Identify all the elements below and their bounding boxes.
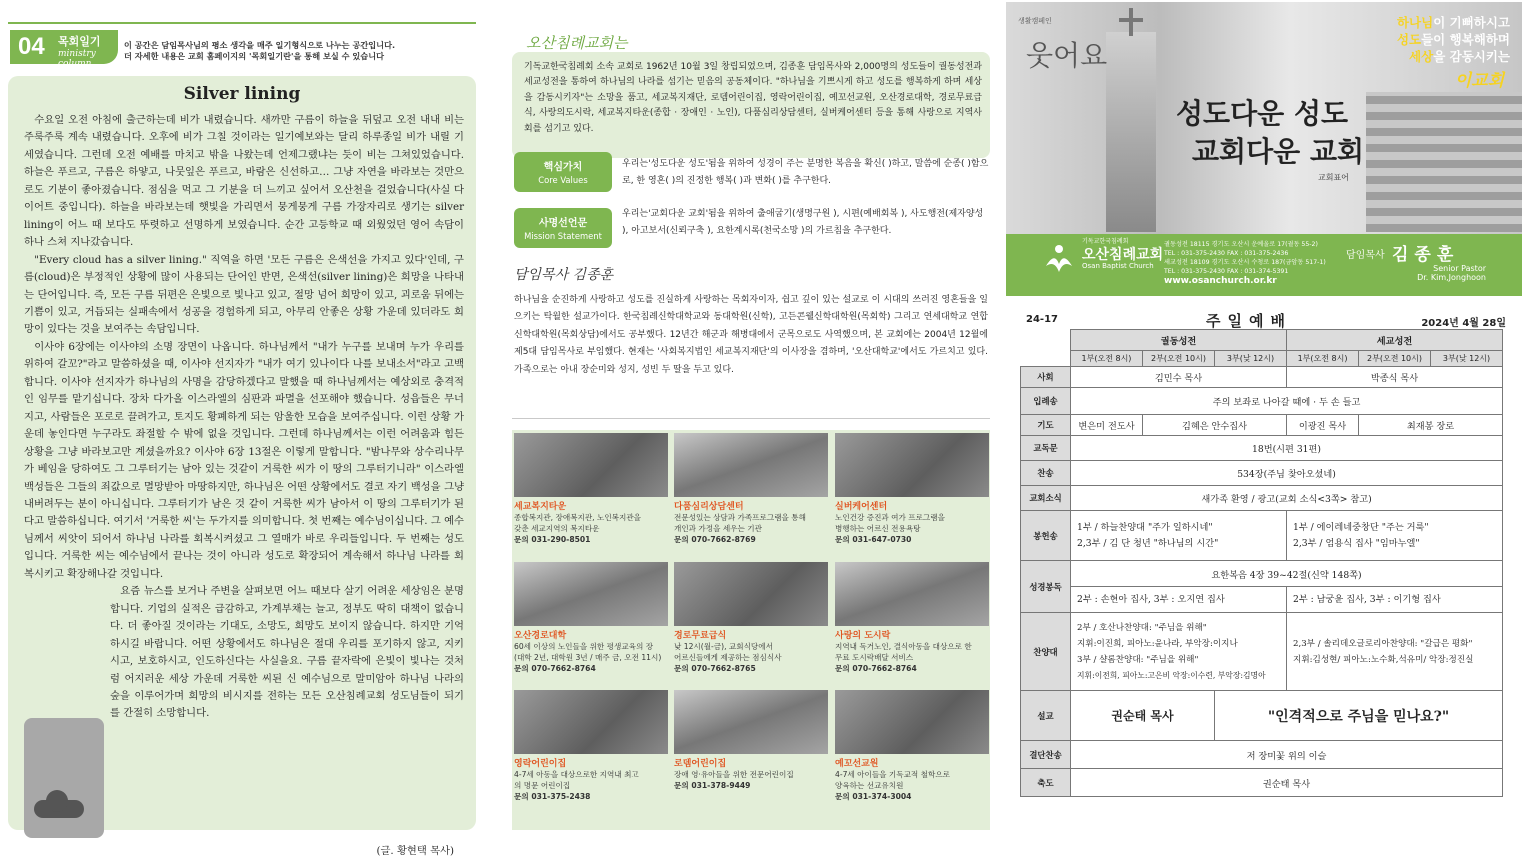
- cross-tower: [1106, 32, 1156, 232]
- essay-paragraph: "Every cloud has a silver lining." 직역을 하면 '모든 구름은 은색선을 가지고 있다'인데, 구름(cloud)은 부정적인 상황에 많이 사용되는 단어인 반면, 은색선(silver lining)은 희망을 나타내는 단어입니다. 즉, 모든 구름 뒤편은 은빛으로 빛나고 있고, 절망 넘어 희망이 있고, 괴로움 뒤에는 기쁨이 있고, 거듭되는 실패속에서 성공을 경험하게 되고, 아무리 안좋은 상황 가운데 있더라도 희망이 있다는 것을 보여주는 속담입니다.: [24, 253, 464, 336]
- cloud-icon: [34, 800, 84, 818]
- table-row: 사회 김민수 목사 박종식 목사: [1021, 367, 1503, 388]
- section-description: 이 공간은 담임목사님의 평소 생각을 매주 일기형식으로 나누는 공간입니다. 더 자세한 내용은 교회 홈페이지의 '목회일기란'을 통해 보실 수 있습니다: [124, 40, 396, 61]
- section-title: 목회일기: [58, 35, 101, 48]
- worship-order-table: [1020, 329, 1503, 797]
- pastor-bio: 하나님을 순진하게 사랑하고 성도를 진실하게 사랑하는 목회자이자, 쉽고 깊이 있는 설교로 이 시대의 쓰러진 영혼들을 일으키는 탁월한 설교가이다. 한국침례신학대학교와 동대학원(신학), 고든콘웰신학대학원(목회학) 그리고 연세대학교 연합신학대학원(목회상담)에서도 공부했다. 12년간 해군과 해병대에서 군목으로도 사역했으며, 본 교회에는 2004년 12월에 제5대 담임목사로 부임했다. 현재는 '사회복지법인 세교복지재단'의 이사장을 겸하며, '오산대학교'에서도 가르치고 있다. 가족으로는 아내 장순미와 성지, 성빈 두 딸을 두고 있다.: [514, 295, 988, 375]
- church-website: www.osanchurch.or.kr: [1164, 276, 1277, 286]
- pastor-label: 담임목사: [1346, 250, 1385, 261]
- facility-card: 실버케어센터 노인건강 증진과 여가 프로그램을 병행하는 어르신 전용욕탕 문의 031-647-0730: [835, 433, 989, 545]
- facility-card: 영락어린이집 4-7세 아동을 대상으로한 지역내 최고 의 명문 어린이집 문의 031-375-2438: [514, 690, 668, 802]
- essay-title: Silver lining: [183, 84, 301, 104]
- facility-card: 다품심리상담센터 전문성있는 상담과 가족프로그램을 통해 개인과 가정을 세우는 기관 문의 070-7662-8769: [674, 433, 828, 545]
- table-row: 설교 권순태 목사 "인격적으로 주님을 믿나요?": [1021, 691, 1503, 741]
- table-row: 입례송 주의 보좌로 나아갈 때에 · 두 손 들고: [1021, 388, 1503, 415]
- essay-paragraph: 수요일 오전 아침에 출근하는데 비가 내렸습니다. 새까만 구름이 하늘을 뒤덮고 오전 내내 비는 주룩주룩 계속 내렸습니다. 오후에 비가 그칠 것이라는 일기예보와는 달리 하루종일 비가 내릴 기세였습니다. 그런데 오전 예배를 마치고 밖을 나왔는데 언제그랬냐는 듯이 비는 그쳐있었습니다. 하늘은 푸르고, 구름은 하얗고, 나뭇잎은 푸르고, 바람은 신선하고… 그냥 자연을 바라보는 것만으로도 기분이 좋아졌습니다. 점심을 먹고 그 기분을 더 느끼고 싶어서 오산천을 걸었습니다(사실 다이어트 중입니다). 하늘을 바라보는데 햇빛을 가리면서 뭉게뭉게 구름 가장자리로 생기는 silver lining이 어느 때 보다도 뚜렷하고 선명하게 보였습니다. 순간 고등학교 때 외웠었던 영어 속담이 하나 스쳐 지나갔습니다.: [24, 114, 464, 249]
- facility-card: 예꼬선교원 4-7세 아이들을 기독교적 철학으로 양육하는 선교유치원 문의 031-374-3004: [835, 690, 989, 802]
- service-date: 2024년 4월 28일: [1421, 318, 1506, 329]
- church-intro-column: [512, 22, 990, 830]
- motto-line-2: 교회다운 교회: [1192, 135, 1365, 168]
- facility-card: 사랑의 도시락 지역내 독거노인, 결식아동을 대상으로 한 무료 도시락배달 서비스 문의 070-7662-8764: [835, 562, 989, 674]
- service-title: 주일예배: [1206, 312, 1292, 330]
- issue-number: 24-17: [1026, 314, 1058, 325]
- table-row: 봉헌송 1부 / 하늘찬양대 "주가 일하시네" 2,3부 / 김 단 청년 "하나님의 시간" 1부 / 에이레네중창단 "주는 거룩" 2,3부 / 엄용식 집사 "임마누엘": [1021, 511, 1503, 561]
- facility-photo: [674, 433, 828, 497]
- service-header: [1020, 310, 1506, 330]
- core-values-pill: 핵심가치 Core Values: [514, 152, 612, 192]
- facility-photo: [514, 690, 668, 754]
- table-row: 결단찬송 저 장미꽃 위의 이슬: [1021, 741, 1503, 769]
- essay-box: [8, 76, 476, 857]
- church-intro-box: [512, 52, 990, 158]
- facility-grid: [512, 430, 990, 830]
- table-row: 궐동성전 세교성전: [1021, 330, 1503, 351]
- church-intro-title: 오산침례교회는: [526, 34, 628, 52]
- pastor-title: 담임목사 김종훈: [514, 267, 614, 283]
- essay-body: [24, 112, 464, 723]
- cover-banner: [1006, 2, 1522, 296]
- motto-caption: 교회표어: [1318, 173, 1349, 182]
- facility-photo: [514, 562, 668, 626]
- church-address: 궐동성전 18115 경기도 오산시 운예울로 17(궐동 55-2) TEL : 031-375-2430 FAX : 031-375-2436 세교성전 18109 경기도 오산시 수청로 187(금암동 517-1) TEL : 031-375-2430 FAX : 031-374-5391: [1164, 241, 1326, 275]
- table-row: 축도 권순태 목사: [1021, 769, 1503, 797]
- section-badge: [10, 30, 118, 69]
- table-row: 1부(오전 8시) 2부(오전 10시) 3부(낮 12시) 1부(오전 8시) 2부(오전 10시) 3부(낮 12시): [1021, 351, 1503, 367]
- church-name: 오산침례교회: [1082, 247, 1164, 263]
- section-subtitle: ministry column: [58, 49, 96, 69]
- campaign-label: 생활캠페인: [1018, 17, 1052, 25]
- column-header: [8, 22, 476, 68]
- brand-mark: 이교회: [1454, 71, 1504, 91]
- facility-photo: [835, 562, 989, 626]
- essay-paragraph: 이사야 6장에는 이사야의 소명 장면이 나옵니다. 하나님께서 "내가 누구를 보내며 누가 우리를 위하여 갈꼬?"라고 말씀하셨을 때, 이사야 선지자가 "내가 여기 있나이다 나를 보내소서"라고 고백합니다. 이사야 선지자가 하나님의 사명을 감당하겠다고 말했을 때 하나님께서는 예상외로 충격적인 임무를 맡기십니다. 장차 다가올 이스라엘의 심판과 파멸을 선포해야 했습니다. 성읍들은 무너지고, 사람들은 포로로 끌려가고, 토지도 황폐하게 되는 암울한 모습을 보여주십니다. 이런 상황 가운데 놓인다면 누구라도 좌절할 수 밖에 없을 것입니다. 그런데 하나님께서는 이런 어려움과 힘든 상황을 그냥 바라보고만 계셨을까요? 이사야 6장 13절은 이렇게 말합니다. "밤나무와 상수리나무가 베임을 당하여도 그 그루터기는 남아 있는 것같이 거룩한 씨가 이 땅의 그루터기니라" 이스라엘 백성들은 그들의 죄값으로 멸망받아 마땅하지만, 하나님은 어떤 상황에서도 결코 자기 백성을 그냥 내버려두는 분이 아니십니다. 그루터기가 남은 것 같이 거룩한 씨가 남아서 이 땅의 그루터기가 된다고 말씀하십니다. 여기서 '거룩한 씨'는 두가지를 의미합니다. 첫 번째는 예수님이십니다. 그 예수님께서 씨앗이 되어서 하나님 나라를 회복시켜셨고 그 열매가 바로 우리들입니다. 두 번째는 성도입니다. 거룩한 씨는 예수님에서 끝나는 것이 아니라 성도로 확장되어 계속해서 하나님 나라를 회복시키고 확장해나갈 것입니다.: [24, 340, 464, 580]
- facility-card: 세교복지타운 종합복지관, 장애복지관, 노인복지관을 갖춘 세교지역의 복지타운 문의 031-290-8501: [514, 433, 668, 545]
- table-row: 찬송 534장(주님 찾아오셨네): [1021, 461, 1503, 486]
- mission-pill: 사명선언문 Mission Statement: [514, 208, 612, 248]
- bulletin-cover: [1006, 2, 1522, 837]
- smile-calligraphy: 웃어요: [1026, 39, 1108, 72]
- facility-photo: [674, 562, 828, 626]
- church-slogan: 하나님이 기뻐하시고 성도들이 행복해하며 세상을 감동시키는: [1396, 15, 1510, 64]
- core-values-text: 우리는'성도다운 성도'됨을 위하여 성경이 주는 분명한 복음을 확신( )하고, 말씀에 순종( )함으로, 한 영혼( )의 진정한 행복( )과 변화( )를 추구한다.: [622, 159, 989, 186]
- denomination-label: 기독교한국침례회: [1082, 238, 1129, 245]
- table-row: 교독문 18번(시편 31편): [1021, 436, 1503, 461]
- facility-card: 로뎀어린이집 장애 영·유아들을 위한 전문어린이집 문의 031-378-9449: [674, 690, 828, 791]
- church-logo-icon: [1042, 242, 1076, 276]
- apartment-building: [1366, 92, 1522, 232]
- table-row: 기도 변은미 전도사 김혜은 안수집사 이광진 목사 최재봉 장로: [1021, 415, 1503, 436]
- cloud-photo: [24, 718, 104, 838]
- table-row: 성경봉독 요한복음 4장 39~42절(신약 148쪽): [1021, 561, 1503, 587]
- facility-photo: [835, 690, 989, 754]
- essay-paragraph: 요즘 뉴스를 보거나 주변을 살펴보면 어느 때보다 살기 어려운 세상임은 분명합니다. 기업의 실적은 급감하고, 가계부채는 늘고, 정부도 딱히 대책이 없습니다. 더 좋아질 것이라는 기대도, 소망도, 희망도 보이지 않습니다. 하지만 기억하시길 바랍니다. 어떤 상황에서도 하나님은 절대 우리를 포기하지 않고, 지키시고, 보호하시고, 인도하신다는 사실을요. 구름 끝자락에 은빛이 빛나는 것처럼 어지러운 세상 가운데 거룩한 씨된 신 예수님으로 말미암아 하나님 나라의 숲을 이루어가며 희망의 비시지를 전하는 모든 오산침례교회 성도님들이 되기를 간절히 소망합니다.: [110, 585, 464, 720]
- facility-card: 오산경로대학 60세 이상의 노인들을 위한 평생교육의 장 (대학 2년, 대학원 3년 / 매주 금, 오전 11시) 문의 070-7662-8764: [514, 562, 668, 674]
- motto-line-1: 성도다운 성도: [1176, 97, 1349, 130]
- church-info-bar: [1006, 234, 1522, 296]
- pastor-name-english: Dr. Kim,Jonghoon: [1417, 273, 1486, 282]
- facility-photo: [514, 433, 668, 497]
- section-number: 04: [18, 33, 45, 60]
- church-name-english: Osan Baptist Church: [1082, 262, 1154, 270]
- table-row: 교회소식 새가족 환영 / 광고(교회 소식<3쪽> 참고): [1021, 486, 1503, 511]
- mission-text: 우리는'교회다운 교회'됨을 위하여 출애굽기(생명구원 ), 시편(예배회복 ), 사도행전(제자양성 ), 아고보서(신뢰구축 ), 요한계시록(천국소망 )의 가르침을 추구한다.: [622, 209, 984, 236]
- facility-photo: [835, 433, 989, 497]
- table-row: 2부 : 손현아 집사, 3부 : 오지연 집사 2부 : 남궁윤 집사, 3부 : 이기형 집사: [1021, 587, 1503, 613]
- divider: [512, 418, 990, 419]
- church-intro-text: 기독교한국침례회 소속 교회로 1962년 10월 3일 창립되었으며, 김종훈 담임목사와 2,000명의 성도들이 궐동성전과 세교성전을 통하여 하나님의 나라를 섬기는 믿음의 공동체이다. "하나님을 기쁘시게 하고 성도를 행복하게 하며 세상을 감동시키자"는 소망을 품고, 세교복지재단, 로뎀어린이집, 영락어린이집, 예꼬선교원, 오산경로대학, 경로무료급식, 사랑의도시락, 세교복지타운(종합 · 장애인 · 노인), 다품심리상담센터, 실버케어센터 등을 통해 사랑으로 지역사회를 섬기고 있다.: [524, 62, 982, 134]
- facility-photo: [674, 690, 828, 754]
- essay-signature: (글. 황현택 목사): [376, 845, 454, 857]
- facility-card: 경로무료급식 낮 12시(월-금), 교회식당에서 어르신들에게 제공하는 점심식사 문의 070-7662-8765: [674, 562, 828, 674]
- table-row: 찬양대 2부 / 호산나찬양대: "주님을 위해" 지휘:이진희, 피아노:윤나라, 부악장:이지나 3부 / 샬롬찬양대: "주님을 위해" 지휘:이전희, 피아노:고은비 악장:이수련, 부악장:김명아 2,3부 / 솔리데오글로리아찬양대: "갈급은 평화" 지휘:김성현/ 피아노:노수화,석유미/ 악장:정진실: [1021, 613, 1503, 691]
- pastor-name: 김종훈: [1392, 245, 1460, 265]
- pastor-title-english: Senior Pastor: [1433, 264, 1486, 273]
- ministry-column: [8, 22, 476, 857]
